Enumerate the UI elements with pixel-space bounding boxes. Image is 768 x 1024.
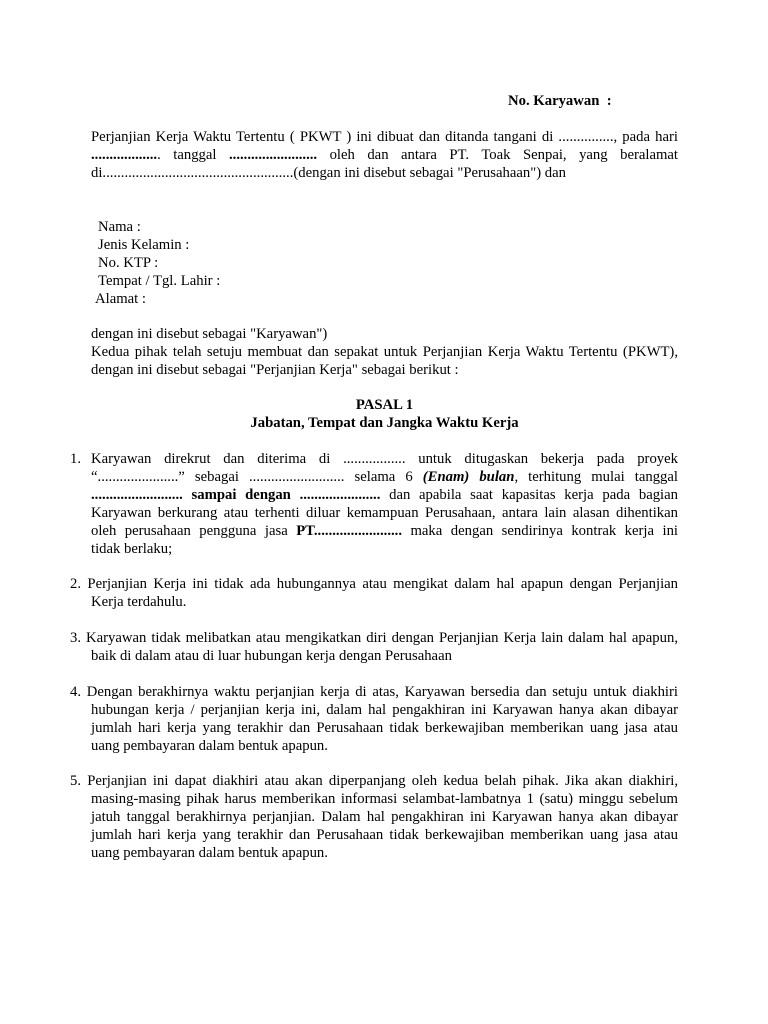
clause-text: Karyawan berkurang atau terhenti diluar kemampuan Perusahaan, antara lain alasan dihentikan — [91, 505, 678, 521]
intro-text: . tanggal — [157, 147, 229, 163]
agreement-text: Kedua pihak telah setuju membuat dan sepakat untuk Perjanjian Kerja Waktu Tertentu (PKWT), — [91, 344, 678, 360]
field-gender-label: Jenis Kelamin : — [98, 237, 190, 253]
clause-text: oleh perusahaan pengguna jasa — [91, 523, 297, 539]
article-subtitle: Jabatan, Tempat dan Jangka Waktu Kerja — [250, 415, 519, 431]
clause-text: “......................” sebagai .......................... selama 6 — [91, 469, 423, 485]
clause-text: masing-masing pihak harus memberikan informasi selambat-lambatnya 1 (satu) minggu sebelum — [91, 791, 678, 807]
agreement-line-1 — [91, 343, 678, 361]
clause-1-line-5 — [91, 522, 678, 540]
clause-4-line-4: uang pembayaran dalam bentuk apapun. — [91, 738, 328, 754]
clause-1-line-1 — [91, 450, 678, 468]
date-range-blanks: ......................... sampai dengan ...................... — [91, 487, 381, 503]
clause-4-line-2 — [91, 701, 678, 719]
clause-text: , terhitung mulai tanggal — [514, 469, 678, 485]
clause-3-line-1 — [70, 629, 678, 647]
company-blank: PT........................ — [296, 523, 403, 539]
clause-1-line-4 — [91, 504, 678, 522]
intro-text: Perjanjian Kerja Waktu Tertentu ( PKWT ) ini dibuat dan ditanda tangani di ..............., pada hari — [91, 129, 678, 145]
clause-3-line-2: baik di dalam atau di luar hubungan kerja dengan Perusahaan — [91, 648, 452, 664]
clause-text: jumlah hari kerja yang terakhir dan Perusahaan tidak berkewajiban memberikan uang jasa atau — [91, 827, 678, 843]
clause-number: 1. — [70, 451, 82, 467]
field-name-label: Nama : — [98, 219, 141, 235]
clause-1-line-2 — [91, 468, 678, 486]
clause-text: hubungan kerja / perjanjian kerja ini, dalam hal pengakhiran ini Karyawan hanya akan dibayar — [91, 702, 678, 718]
intro-text: oleh dan antara PT. Toak Senpai, yang beralamat — [317, 147, 678, 163]
clause-text: maka dengan sendirinya kontrak kerja ini — [402, 523, 679, 539]
clause-text: Karyawan tidak melibatkan atau mengikatkan diri dengan Perjanjian Kerja lain dalam hal apapun, — [86, 630, 678, 646]
karyawan-definition: dengan ini disebut sebagai "Karyawan") — [91, 326, 328, 342]
clause-4-line-1 — [70, 683, 678, 701]
clause-4-line-3 — [91, 719, 678, 737]
clause-1-line-6: tidak berlaku; — [91, 541, 173, 557]
blank-date: ........................ — [228, 147, 318, 163]
clause-text: jumlah hari kerja yang terakhir dan Perusahaan tidak berkewajiban memberikan uang jasa atau — [91, 720, 678, 736]
clause-5-line-3 — [91, 808, 678, 826]
clause-number: 2. — [70, 576, 82, 592]
clause-5-line-1 — [70, 772, 678, 790]
employee-number-label: No. Karyawan : — [508, 93, 612, 109]
intro-line-3 — [91, 164, 678, 182]
clause-5-line-2 — [91, 790, 678, 808]
agreement-line-2: dengan ini disebut sebagai "Perjanjian Kerja" sebagai berikut : — [91, 362, 459, 378]
field-birth-label: Tempat / Tgl. Lahir : — [98, 273, 221, 289]
clause-number: 3. — [70, 630, 82, 646]
clause-2-line-1 — [70, 575, 678, 593]
clause-text: Karyawan direkrut dan diterima di ................. untuk ditugaskan bekerja pada proyek — [91, 451, 678, 467]
clause-5-line-5: uang pembayaran dalam bentuk apapun. — [91, 845, 328, 861]
clause-text: jatuh tanggal berakhirnya perjanjian. Dalam hal pengakhiran ini Karyawan hanya akan dibayar — [91, 809, 678, 825]
duration-emphasis: (Enam) bulan — [422, 469, 515, 485]
clause-text: Perjanjian ini dapat diakhiri atau akan diperpanjang oleh kedua belah pihak. Jika akan diakhiri, — [87, 773, 678, 789]
clause-1-line-3 — [91, 486, 678, 504]
field-address-label: Alamat : — [95, 291, 146, 307]
clause-text: dan apabila saat kapasitas kerja pada bagian — [380, 487, 678, 503]
blank-day: .................. — [91, 147, 158, 163]
clause-5-line-4 — [91, 826, 678, 844]
clause-2-line-2: Kerja terdahulu. — [91, 594, 187, 610]
clause-text: Dengan berakhirnya waktu perjanjian kerja di atas, Karyawan bersedia dan setuju untuk diakhiri — [86, 684, 678, 700]
field-ktp-label: No. KTP : — [98, 255, 159, 271]
clause-text: Perjanjian Kerja ini tidak ada hubungannya atau mengikat dalam hal apapun dengan Perjanjian — [87, 576, 679, 592]
article-title: PASAL 1 — [355, 397, 414, 413]
intro-line-2 — [91, 146, 678, 164]
intro-line-1 — [91, 128, 678, 146]
intro-text: di....................................................(dengan ini disebut sebagai "Perusahaan") dan — [91, 165, 566, 181]
clause-number: 5. — [70, 773, 82, 789]
clause-number: 4. — [70, 684, 82, 700]
